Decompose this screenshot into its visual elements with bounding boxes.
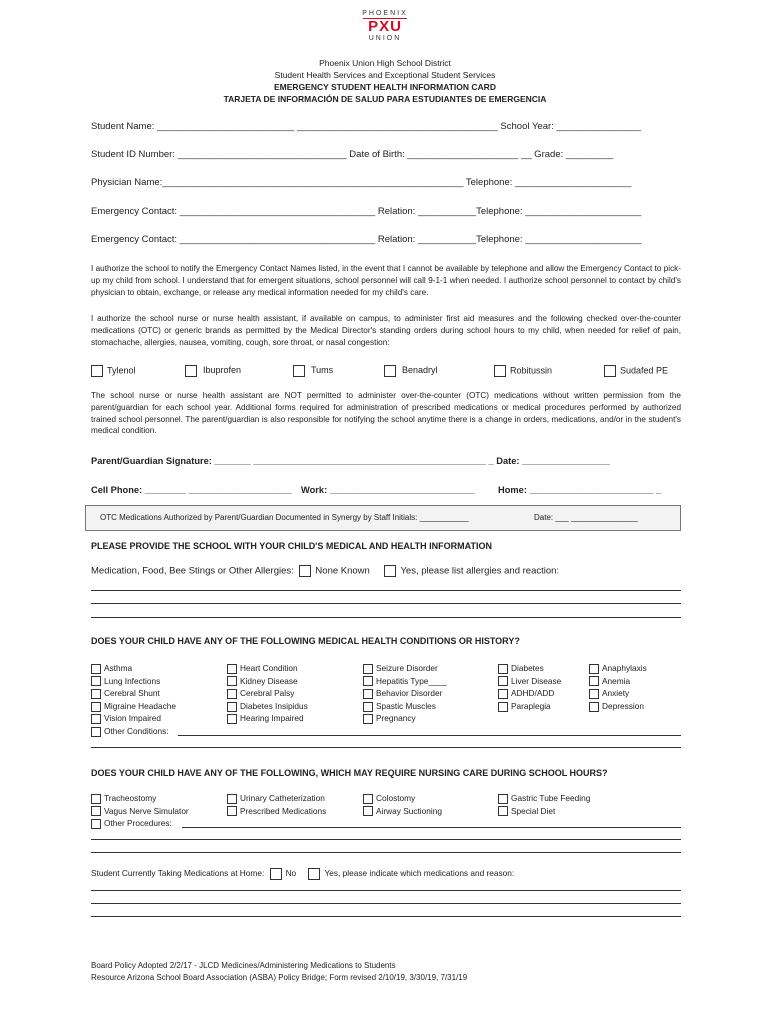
- conditions-col-3: [363, 662, 447, 725]
- student-name-field[interactable]: Student Name: __________________________ ______________________________________ School Year: ________________: [91, 121, 641, 132]
- form-title-spanish: TARJETA DE INFORMACIÓN DE SALUD PARA ESTUDIANTES DE EMERGENCIA: [223, 94, 547, 104]
- checkbox[interactable]: [91, 365, 103, 377]
- other-procedures-line[interactable]: [182, 827, 681, 828]
- conditions-col-1: [91, 662, 176, 725]
- other-procedures-line[interactable]: [91, 839, 681, 840]
- condition-item[interactable]: Heart Condition: [227, 662, 308, 675]
- logo-bottom-text: UNION: [368, 35, 402, 42]
- none-known-checkbox[interactable]: [299, 565, 311, 577]
- condition-item[interactable]: Pregnancy: [363, 712, 447, 725]
- conditions-col-2: [227, 662, 308, 725]
- condition-item[interactable]: Diabetes Insipidus: [227, 700, 308, 713]
- checkbox[interactable]: [494, 365, 506, 377]
- checkbox[interactable]: [185, 365, 197, 377]
- staff-initials-field[interactable]: OTC Medications Authorized by Parent/Guardian Documented in Synergy by Staff Initials: ___________: [100, 513, 469, 522]
- yes-allergies-label: Yes, please list allergies and reaction:: [400, 565, 560, 577]
- staff-documentation-box: [85, 505, 681, 531]
- home-phone-field[interactable]: Home: ________________________ _: [498, 485, 662, 495]
- yes-allergies-checkbox[interactable]: [384, 565, 396, 577]
- condition-item[interactable]: Anemia: [589, 675, 647, 688]
- condition-item[interactable]: Kidney Disease: [227, 675, 308, 688]
- logo-mark: PXU: [368, 18, 402, 35]
- otc-policy-paragraph: The school nurse or nurse health assistant are NOT permitted to administer over-the-counter (OTC) medications without written permission from the parent/guardian for each school year. Additional forms required for administration of prescribed medications or medical procedures performed by authorized trained school personnel. The parent/guardian is also responsible for notifying the school anytime there is a change in orders, medications, and/or in the student's medical condition.: [91, 391, 681, 436]
- pxu-logo: [0, 10, 770, 43]
- other-conditions-row[interactable]: Other Conditions:: [91, 725, 169, 738]
- other-conditions-line[interactable]: [178, 735, 681, 736]
- nursing-col-2: [227, 792, 326, 817]
- nursing-col-1: [91, 792, 189, 830]
- authorization-paragraph: I authorize the school to notify the Emergency Contact Names listed, in the event that I cannot be available by telephone and allow the Emergency Contact to pick-up my child from school. I understand that for emergent situations, school personnel will call 9-1-1 when needed. I authorize school personnel to contact by child's physician to obtain, exchange, or release any medical information needed for my child's care.: [91, 264, 681, 297]
- medications-home-row: Student Currently Taking Medications at Home: No Yes, please indicate which medications and reason:: [91, 868, 515, 878]
- nursing-item[interactable]: Urinary Catheterization: [227, 792, 326, 805]
- condition-item[interactable]: Anxiety: [589, 687, 647, 700]
- footer-policy: Board Policy Adopted 2/2/17 - JLCD Medicines/Administering Medications to Students: [91, 961, 396, 970]
- other-procedures-line[interactable]: [91, 852, 681, 853]
- checkbox[interactable]: [604, 365, 616, 377]
- condition-item[interactable]: Vision Impaired: [91, 712, 176, 725]
- none-known-label: None Known: [315, 565, 370, 577]
- condition-item[interactable]: Migraine Headache: [91, 700, 176, 713]
- conditions-col-5: [589, 662, 647, 712]
- allergies-line[interactable]: [91, 603, 681, 604]
- logo-top-text: PHOENIX: [362, 10, 408, 17]
- condition-item[interactable]: ADHD/ADD: [498, 687, 561, 700]
- condition-item[interactable]: Behavior Disorder: [363, 687, 447, 700]
- condition-item[interactable]: Hearing Impaired: [227, 712, 308, 725]
- medications-line[interactable]: [91, 903, 681, 904]
- condition-item[interactable]: Anaphylaxis: [589, 662, 647, 675]
- condition-item[interactable]: Hepatitis Type____: [363, 675, 447, 688]
- otc-tylenol[interactable]: Tylenol: [91, 365, 136, 377]
- condition-item[interactable]: Diabetes: [498, 662, 561, 675]
- otc-benadryl[interactable]: Benadryl: [384, 365, 438, 377]
- medical-info-heading: PLEASE PROVIDE THE SCHOOL WITH YOUR CHILD'S MEDICAL AND HEALTH INFORMATION: [91, 541, 492, 551]
- condition-item[interactable]: Paraplegia: [498, 700, 561, 713]
- medications-line[interactable]: [91, 890, 681, 891]
- checkbox[interactable]: [384, 365, 396, 377]
- checkbox[interactable]: [293, 365, 305, 377]
- cell-phone-field[interactable]: Cell Phone: ________ ____________________: [91, 485, 293, 495]
- staff-date-field[interactable]: Date: ___ _______________: [534, 513, 638, 522]
- medications-line[interactable]: [91, 916, 681, 917]
- allergies-row: [91, 565, 559, 577]
- condition-item[interactable]: Spastic Muscles: [363, 700, 447, 713]
- physician-field[interactable]: Physician Name:_________________________________________________________ Telephone: ______________________: [91, 177, 632, 188]
- nursing-item[interactable]: Gastric Tube Feeding: [498, 792, 590, 805]
- nursing-item[interactable]: Tracheostomy: [91, 792, 189, 805]
- nursing-item[interactable]: Airway Suctioning: [363, 805, 442, 818]
- parent-signature-field[interactable]: Parent/Guardian Signature: _______ _____________________________________________ _ Date: _________________: [91, 456, 610, 466]
- otc-authorization-paragraph: I authorize the school nurse or nurse health assistant, if available on campus, to administer first aid measures and the following checked over-the-counter medications (OTC) or generic brands as permitted by the Medical Director's standing orders during school hours to my child, when needed for relief of pain, stomachache, allergies, nausea, vomiting, cough, sore throat, or nasal congestion:: [91, 314, 681, 347]
- conditions-col-4: [498, 662, 561, 712]
- conditions-heading: DOES YOUR CHILD HAVE ANY OF THE FOLLOWING MEDICAL HEALTH CONDITIONS OR HISTORY?: [91, 636, 520, 646]
- condition-item[interactable]: Lung Infections: [91, 675, 176, 688]
- otc-sudafed[interactable]: Sudafed PE: [604, 365, 668, 377]
- work-phone-field[interactable]: Work: ____________________________: [301, 485, 475, 495]
- condition-item[interactable]: Asthma: [91, 662, 176, 675]
- yes-medications-checkbox[interactable]: [308, 868, 320, 880]
- student-id-field[interactable]: Student ID Number: ________________________________ Date of Birth: _____________________ __ Grade: _________: [91, 149, 614, 160]
- department-name: Student Health Services and Exceptional Student Services: [274, 70, 496, 80]
- no-medications-checkbox[interactable]: [270, 868, 282, 880]
- other-conditions-line[interactable]: [91, 747, 681, 748]
- nursing-item[interactable]: Other Procedures:: [91, 817, 189, 830]
- allergies-label: Medication, Food, Bee Stings or Other Allergies:: [91, 565, 294, 577]
- footer-revision: Resource Arizona School Board Association (ASBA) Policy Bridge; Form revised 2/10/19, 3/30/19, 7/31/19: [91, 973, 468, 982]
- condition-item[interactable]: Liver Disease: [498, 675, 561, 688]
- allergies-line[interactable]: [91, 590, 681, 591]
- emergency-contact-1-field[interactable]: Emergency Contact: _____________________________________ Relation: ___________Telephone: ______________________: [91, 206, 642, 217]
- nursing-item[interactable]: Prescribed Medications: [227, 805, 326, 818]
- condition-item[interactable]: Seizure Disorder: [363, 662, 447, 675]
- medications-home-label: Student Currently Taking Medications at Home:: [91, 868, 265, 878]
- allergies-line[interactable]: [91, 617, 681, 618]
- otc-tums[interactable]: Tums: [293, 365, 333, 377]
- otc-robitussin[interactable]: Robitussin: [494, 365, 552, 377]
- form-title: EMERGENCY STUDENT HEALTH INFORMATION CARD: [274, 82, 496, 92]
- nursing-item[interactable]: Colostomy: [363, 792, 442, 805]
- nursing-item[interactable]: Special Diet: [498, 805, 590, 818]
- nursing-item[interactable]: Vagus Nerve Simulator: [91, 805, 189, 818]
- district-name: Phoenix Union High School District: [319, 58, 451, 68]
- nursing-heading: DOES YOUR CHILD HAVE ANY OF THE FOLLOWING, WHICH MAY REQUIRE NURSING CARE DURING SCHOOL HOURS?: [91, 768, 608, 778]
- otc-ibuprofen[interactable]: Ibuprofen: [185, 365, 241, 377]
- condition-item[interactable]: Cerebral Shunt: [91, 687, 176, 700]
- condition-item[interactable]: Cerebral Palsy: [227, 687, 308, 700]
- emergency-contact-2-field[interactable]: Emergency Contact: _____________________________________ Relation: ___________Telephone: ______________________: [91, 234, 642, 245]
- condition-item[interactable]: Depression: [589, 700, 647, 713]
- nursing-col-4: [498, 792, 590, 817]
- nursing-col-3: [363, 792, 442, 817]
